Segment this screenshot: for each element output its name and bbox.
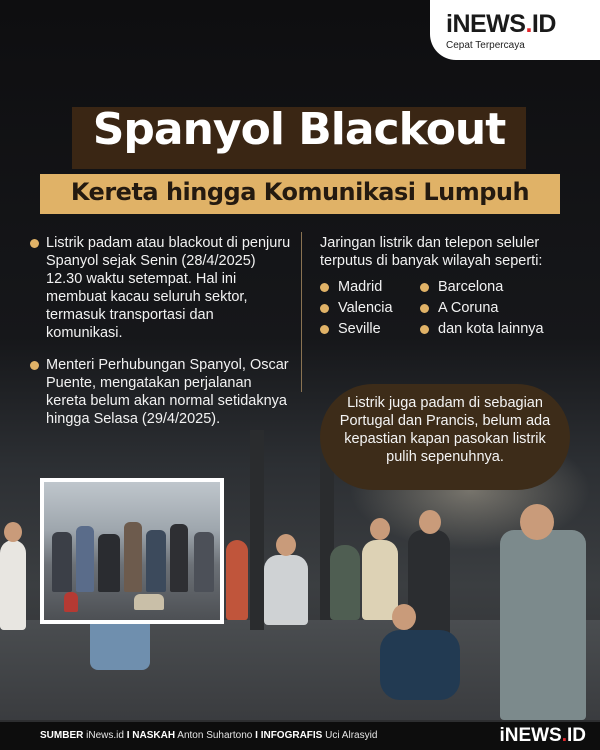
credits-line: SUMBER iNews.id I NASKAH Anton Suhartono I INFOGRAFIS Uci Alrasyid — [40, 730, 378, 741]
info-point — [30, 234, 292, 342]
traveler-figure — [226, 540, 248, 620]
bullet-dot-icon — [320, 304, 329, 313]
traveler-head — [4, 522, 22, 542]
callout-bubble: Listrik juga padam di sebagian Portugal dan Prancis, belum ada kepastian kapan pasokan listrik pulih sepenuhnya. — [320, 384, 570, 490]
station-pillar — [250, 430, 264, 630]
traveler-head — [419, 510, 441, 534]
info-point-text: Listrik padam atau blackout di penjuru Spanyol sejak Senin (28/4/2025) 12.30 waktu setempat. Hal ini membuat kacau seluruh sektor, termasuk transportasi dan komunikasi. — [46, 235, 291, 341]
city-item: Barcelona — [420, 278, 570, 297]
city-list — [320, 278, 580, 339]
city-item: Valencia — [320, 299, 420, 318]
affected-areas-intro: Jaringan listrik dan telepon seluler terputus di banyak wilayah seperti: — [320, 235, 543, 269]
inset-photo — [40, 478, 224, 624]
city-item: dan kota lainnya — [420, 320, 570, 339]
city-item: Seville — [320, 320, 420, 339]
headline-subtitle: Kereta hingga Komunikasi Lumpuh — [70, 178, 530, 206]
headline-title: Spanyol Blackout — [92, 104, 506, 155]
right-column — [320, 234, 580, 339]
column-divider — [301, 232, 302, 392]
traveler-head — [370, 518, 390, 540]
traveler-head — [520, 504, 554, 540]
traveler-figure — [500, 530, 586, 720]
traveler-head — [276, 534, 296, 556]
info-point — [30, 356, 292, 428]
brand-tagline: Cepat Terpercaya — [446, 40, 525, 51]
city-item: Madrid — [320, 278, 420, 297]
seated-traveler — [380, 630, 460, 700]
traveler-figure — [362, 540, 398, 620]
city-item: A Coruna — [420, 299, 570, 318]
bullet-dot-icon — [320, 325, 329, 334]
traveler-figure — [330, 545, 360, 620]
brand-logo-text: iNEWS.ID — [446, 10, 556, 38]
bullet-dot-icon — [320, 283, 329, 292]
traveler-figure — [264, 555, 308, 625]
traveler-figure — [0, 540, 26, 630]
footer-bar — [0, 722, 600, 750]
bullet-dot-icon — [420, 304, 429, 313]
bullet-dot-icon — [30, 361, 39, 370]
bullet-dot-icon — [420, 325, 429, 334]
footer-logo: iNEWS.ID — [499, 725, 586, 746]
left-column — [30, 234, 292, 442]
brand-logo — [430, 0, 600, 60]
bullet-dot-icon — [30, 239, 39, 248]
info-point-text: Menteri Perhubungan Spanyol, Oscar Puente, mengatakan perjalanan kereta belum akan normal setidaknya hingga Selasa (29/4/2025). — [46, 357, 289, 427]
traveler-head — [392, 604, 416, 630]
bullet-dot-icon — [420, 283, 429, 292]
